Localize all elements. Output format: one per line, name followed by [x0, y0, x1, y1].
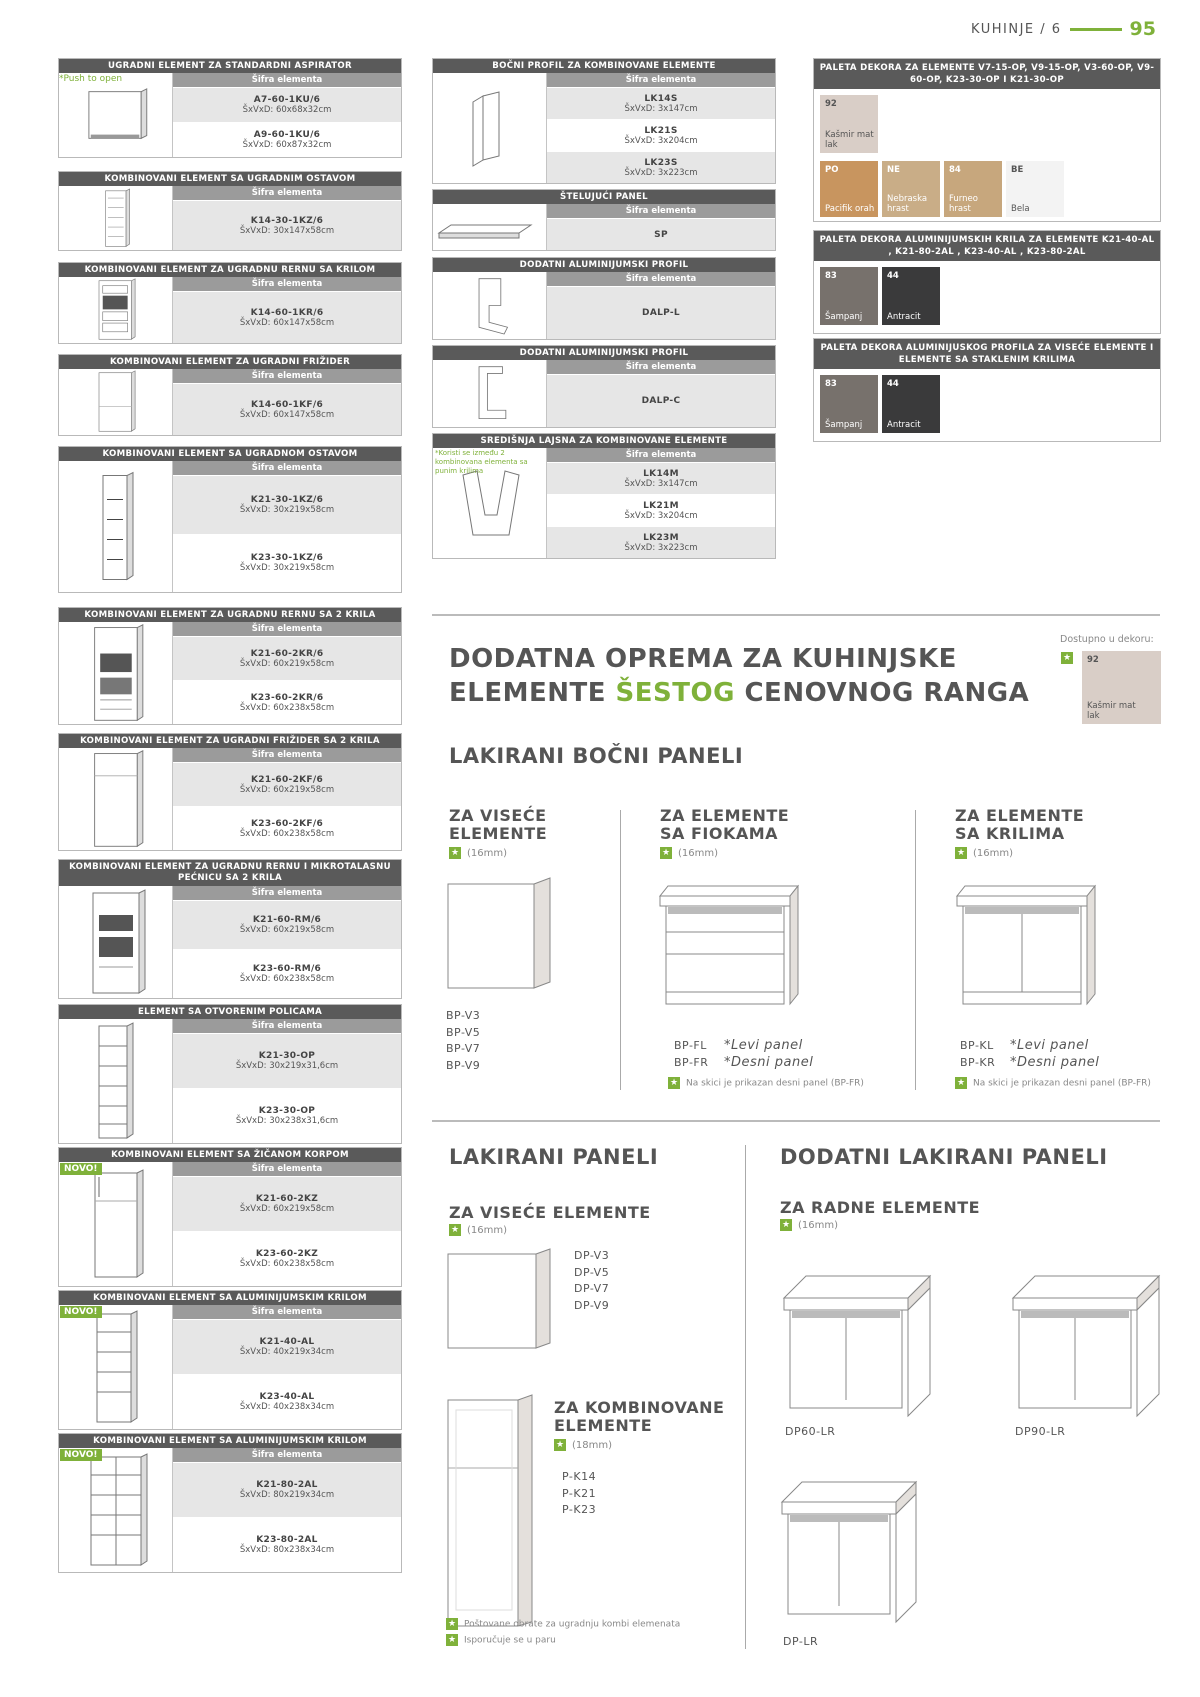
swatch-name: Nebraska hrast	[887, 194, 928, 214]
p2-thickness: ★ (18mm)	[555, 1440, 613, 1451]
code-header: Šifra elementa	[173, 748, 401, 762]
element-dimensions: ŠxVxD: 60x219x58cm	[239, 1204, 335, 1214]
section-label: KUHINJE / 6	[971, 21, 1062, 37]
new-badge: NOVO!	[60, 1306, 102, 1318]
swatch-code: 44	[887, 379, 899, 389]
code-header: Šifra elementa	[173, 1448, 401, 1462]
element-code: K21-60-2KR/6	[250, 648, 324, 659]
element-code: SP	[654, 229, 668, 240]
swatch-code: NE	[887, 165, 900, 175]
code-row	[547, 462, 775, 494]
element-dimensions: ŠxVxD: 60x87x32cm	[242, 140, 332, 150]
paneli-title: LAKIRANI PANELI	[449, 1145, 659, 1169]
palette-title: PALETA DEKORA ALUMINIJUMSKIH KRILA ZA ELEMENTE K21-40-AL , K21-80-2AL , K23-40-AL , K23-80-2AL	[814, 231, 1160, 261]
c3-notes: *Levi panel *Desni panel	[1010, 1038, 1100, 1070]
decor-swatch	[1006, 161, 1064, 217]
available-swatch: 92 Kašmir mat lak	[1082, 651, 1161, 724]
element-box-title: KOMBINOVANI ELEMENT SA ALUMINIJUMSKIM KRILOM	[59, 1291, 401, 1305]
element-box-title: UGRADNI ELEMENT ZA STANDARDNI ASPIRATOR	[59, 59, 401, 73]
code-header: Šifra elementa	[173, 1019, 401, 1033]
p2-codes: P-K14 P-K21 P-K23	[562, 1470, 597, 1516]
worktop-cabinet-drawing	[782, 1272, 932, 1422]
element-code: K23-60-2KZ	[255, 1249, 319, 1259]
code-row	[173, 1088, 401, 1143]
c2-codes: BP-FL BP-FR	[674, 1039, 709, 1069]
palette-title: PALETA DEKORA ALUMINIJUSKOG PROFILA ZA VISEĆE ELEMENTE I ELEMENTE SA STAKLENIM KRILIMA	[814, 339, 1160, 369]
code-row	[173, 87, 401, 122]
dodatni-title: DODATNI LAKIRANI PANELI	[780, 1145, 1108, 1169]
element-drawing	[59, 886, 172, 998]
element-code: K14-60-1KF/6	[250, 399, 324, 410]
code-table	[546, 204, 775, 250]
code-row	[547, 494, 775, 526]
star-icon: ★	[956, 848, 966, 858]
swatch-code: 84	[949, 165, 961, 175]
code-row	[173, 1176, 401, 1231]
element-code: LK14S	[644, 93, 678, 104]
code-header: Šifra elementa	[173, 622, 401, 636]
code-table	[172, 886, 401, 998]
code-row	[547, 119, 775, 151]
element-code: K21-30-1KZ/6	[250, 494, 324, 505]
code-row	[547, 374, 775, 427]
separator	[915, 810, 916, 1090]
code-header: Šifra elementa	[173, 461, 401, 475]
decor-palette	[813, 230, 1161, 334]
element-code: LK23M	[643, 532, 679, 543]
c2-notes: *Levi panel *Desni panel	[724, 1038, 814, 1070]
element-dimensions: ŠxVxD: 30x238x31,6cm	[235, 1116, 339, 1126]
c2-thickness: ★ (16mm)	[661, 848, 719, 859]
swatch-name: Furneo hrast	[949, 194, 978, 214]
element-dimensions: ŠxVxD: 3x147cm	[624, 103, 698, 114]
element-dimensions: ŠxVxD: 60x147x58cm	[239, 317, 335, 328]
element-code: K21-60-2KF/6	[250, 774, 324, 785]
c1-thickness: ★ (16mm)	[450, 848, 508, 859]
element-box-title: KOMBINOVANI ELEMENT ZA UGRADNU RERNU SA KRILOM	[59, 263, 401, 277]
element-code: K23-60-RM/6	[252, 964, 322, 974]
code-row	[173, 1517, 401, 1572]
element-dimensions: ŠxVxD: 60x219x58cm	[239, 784, 335, 795]
divider	[432, 614, 1160, 616]
door-cabinet-drawing	[955, 884, 1101, 1016]
element-dimensions: ŠxVxD: 60x238x58cm	[239, 974, 335, 984]
code-row	[173, 900, 401, 949]
decor-swatch	[820, 267, 878, 325]
star-icon: ★	[450, 1225, 460, 1235]
oprema-title: DODATNA OPREMA ZA KUHINJSKE ELEMENTE ŠESTOG CENOVNOG RANGA	[449, 644, 1030, 708]
new-badge: NOVO!	[60, 1449, 102, 1461]
p1-title: ZA VISEĆE ELEMENTE	[449, 1203, 651, 1222]
element-dimensions: ŠxVxD: 40x219x34cm	[239, 1347, 335, 1357]
element-code: K23-40-AL	[259, 1392, 315, 1402]
code-row	[173, 680, 401, 724]
code-row	[173, 1374, 401, 1429]
element-code: K14-30-1KZ/6	[250, 215, 324, 226]
code-row	[173, 534, 401, 593]
decor-palette	[813, 58, 1161, 222]
wall-panel-drawing	[446, 1248, 556, 1352]
element-code: K21-40-AL	[259, 1337, 315, 1347]
code-row	[547, 286, 775, 339]
footnote-2: ★ Isporučuje se u paru	[447, 1635, 556, 1646]
element-code: K23-30-OP	[258, 1106, 316, 1116]
element-dimensions: ŠxVxD: 30x219x58cm	[239, 563, 335, 574]
element-code: LK14M	[643, 468, 679, 479]
code-row	[173, 383, 401, 435]
element-dimensions: ŠxVxD: 60x238x58cm	[239, 1259, 335, 1269]
page-header	[971, 18, 1156, 40]
element-box-title: DODATNI ALUMINIJUMSKI PROFIL	[433, 346, 775, 360]
divider	[432, 1120, 1160, 1122]
element-box-title: KOMBINOVANI ELEMENT ZA UGRADNI FRIŽIDER SA 2 KRILA	[59, 734, 401, 748]
element-box-title: KOMBINOVANI ELEMENT ZA UGRADNI FRIŽIDER	[59, 355, 401, 369]
page-number: 95	[1129, 18, 1156, 40]
element-dimensions: ŠxVxD: 60x238x58cm	[239, 702, 335, 713]
code-table	[172, 1019, 401, 1143]
element-drawing	[433, 73, 546, 183]
code-row	[173, 806, 401, 850]
element-dimensions: ŠxVxD: 30x219x31,6cm	[235, 1061, 339, 1071]
middle-element-box	[432, 433, 776, 559]
element-box-title: DODATNI ALUMINIJUMSKI PROFIL	[433, 258, 775, 272]
left-element-box	[58, 1004, 402, 1144]
d1-title: ZA RADNE ELEMENTE	[780, 1198, 981, 1217]
element-drawing	[59, 1305, 172, 1429]
code-table	[546, 272, 775, 339]
left-element-box	[58, 262, 402, 344]
code-header: Šifra elementa	[547, 448, 775, 462]
worktop-cabinet-drawing	[780, 1478, 920, 1628]
c2-footnote: ★ Na skici je prikazan desni panel (BP-FR)	[669, 1078, 864, 1089]
swatch-name: Antracit	[887, 420, 921, 430]
element-dimensions: ŠxVxD: 80x238x34cm	[239, 1545, 335, 1555]
code-header: Šifra elementa	[547, 360, 775, 374]
bocni-title: LAKIRANI BOČNI PANELI	[449, 744, 744, 768]
left-element-box	[58, 1290, 402, 1430]
element-drawing	[433, 272, 546, 339]
middle-element-box	[432, 58, 776, 184]
separator	[745, 1145, 746, 1649]
element-code: K23-60-2KR/6	[250, 692, 324, 703]
c1-title: ZA VISEĆE ELEMENTE	[449, 806, 548, 843]
swatch-code: 83	[825, 379, 837, 389]
element-dimensions: ŠxVxD: 60x147x58cm	[239, 409, 335, 420]
swatch-name: Šampanj	[825, 312, 863, 322]
element-box-title: BOČNI PROFIL ZA KOMBINOVANE ELEMENTE	[433, 59, 775, 73]
element-code: K21-80-2AL	[256, 1480, 318, 1490]
star-icon: ★	[781, 1220, 791, 1230]
left-element-box	[58, 733, 402, 851]
c3-codes: BP-KL BP-KR	[960, 1039, 996, 1069]
code-table	[172, 1448, 401, 1572]
element-drawing	[59, 186, 172, 250]
worktop-cabinet-drawing	[1011, 1272, 1161, 1422]
decor-swatch	[944, 161, 1002, 217]
code-row	[173, 949, 401, 998]
decor-swatch	[882, 267, 940, 325]
code-row	[173, 762, 401, 806]
element-drawing	[59, 1448, 172, 1572]
star-icon: ★	[450, 848, 460, 858]
element-dimensions: ŠxVxD: 60x219x58cm	[239, 658, 335, 669]
element-drawing	[59, 369, 172, 435]
decor-swatch	[820, 95, 878, 153]
decor-swatch	[882, 375, 940, 433]
left-element-box	[58, 607, 402, 725]
d-code-3: DP-LR	[783, 1635, 819, 1648]
swatch-name: Šampanj	[825, 420, 863, 430]
code-header: Šifra elementa	[173, 369, 401, 383]
decor-swatch	[882, 161, 940, 217]
star-icon: ★	[447, 1635, 457, 1645]
new-badge: NOVO!	[60, 1163, 102, 1175]
d-code-1: DP60-LR	[785, 1425, 836, 1438]
element-box-title: KOMBINOVANI ELEMENT SA UGRADNOM OSTAVOM	[59, 447, 401, 461]
swatch-code: PO	[825, 165, 839, 175]
decor-palette	[813, 338, 1161, 442]
element-box-title: ŠTELUJUĆI PANEL	[433, 190, 775, 204]
element-dimensions: ŠxVxD: 40x238x34cm	[239, 1402, 335, 1412]
swatch-code: BE	[1011, 165, 1024, 175]
p1-codes: DP-V3 DP-V5 DP-V7 DP-V9	[574, 1249, 610, 1312]
code-table	[172, 1162, 401, 1286]
middle-element-box	[432, 189, 776, 251]
element-code: LK21M	[643, 500, 679, 511]
code-table	[172, 1305, 401, 1429]
element-code: K21-30-OP	[258, 1051, 316, 1061]
swatch-name: Kašmir mat lak	[825, 130, 874, 150]
code-row	[547, 218, 775, 250]
code-row	[173, 200, 401, 250]
swatch-code: 83	[825, 271, 837, 281]
element-drawing	[433, 204, 546, 250]
palette-title: PALETA DEKORA ZA ELEMENTE V7-15-OP, V9-15-OP, V3-60-OP, V9-60-OP, K23-30-OP I K21-30-OP	[814, 59, 1160, 89]
element-code: K21-60-RM/6	[252, 915, 322, 925]
element-dimensions: ŠxVxD: 60x68x32cm	[242, 105, 332, 115]
wall-panel-drawing	[446, 876, 556, 996]
element-drawing	[59, 748, 172, 850]
element-code: LK23S	[644, 157, 678, 168]
header-rule	[1070, 28, 1122, 31]
code-header: Šifra elementa	[173, 277, 401, 291]
element-dimensions: ŠxVxD: 3x147cm	[624, 478, 698, 489]
p1-thickness: ★ (16mm)	[450, 1225, 508, 1236]
element-drawing	[59, 277, 172, 343]
element-box-title: KOMBINOVANI ELEMENT ZA UGRADNU RERNU SA 2 KRILA	[59, 608, 401, 622]
element-box-title: KOMBINOVANI ELEMENT SA UGRADNIM OSTAVOM	[59, 172, 401, 186]
swatch-name: Bela	[1011, 204, 1030, 214]
element-dimensions: ŠxVxD: 30x219x58cm	[239, 504, 335, 515]
code-row	[173, 475, 401, 534]
code-row	[547, 526, 775, 558]
code-header: Šifra elementa	[547, 204, 775, 218]
element-code: DALP-L	[642, 308, 680, 318]
code-table	[546, 360, 775, 427]
left-element-box	[58, 1433, 402, 1573]
element-code: A9-60-1KU/6	[253, 130, 321, 140]
element-code: K21-60-2KZ	[255, 1194, 319, 1204]
left-element-box	[58, 171, 402, 251]
element-drawing	[59, 73, 172, 157]
c2-title: ZA ELEMENTE SA FIOKAMA	[660, 806, 790, 843]
code-row	[173, 1319, 401, 1374]
decor-swatch	[820, 375, 878, 433]
element-dimensions: ŠxVxD: 3x223cm	[624, 167, 698, 178]
code-header: Šifra elementa	[173, 186, 401, 200]
code-row	[173, 122, 401, 157]
code-table	[172, 277, 401, 343]
star-icon: ★	[956, 1078, 966, 1088]
element-code: K23-30-1KZ/6	[250, 553, 324, 564]
swatch-code: 44	[887, 271, 899, 281]
element-dimensions: ŠxVxD: 60x238x58cm	[239, 828, 335, 839]
code-row	[173, 636, 401, 680]
decor-swatch	[820, 161, 878, 217]
element-box-title: KOMBINOVANI ELEMENT SA ALUMINIJUMSKIM KRILOM	[59, 1434, 401, 1448]
c3-thickness: ★ (16mm)	[956, 848, 1014, 859]
c3-footnote: ★ Na skici je prikazan desni panel (BP-FR)	[956, 1078, 1151, 1089]
push-to-open-note: *Push to open	[59, 74, 123, 84]
swatch-name: Pacifik orah	[825, 204, 875, 214]
code-row	[173, 291, 401, 343]
code-table	[172, 73, 401, 157]
element-code: DALP-C	[641, 396, 681, 406]
element-dimensions: ŠxVxD: 60x219x58cm	[239, 925, 335, 935]
element-dimensions: ŠxVxD: 30x147x58cm	[239, 225, 335, 236]
code-table	[172, 369, 401, 435]
element-dimensions: ŠxVxD: 80x219x34cm	[239, 1490, 335, 1500]
element-dimensions: ŠxVxD: 3x204cm	[624, 510, 698, 521]
available-label: Dostupno u dekoru:	[1060, 634, 1154, 645]
element-drawing	[433, 360, 546, 427]
drawer-cabinet-drawing	[658, 884, 804, 1016]
element-code: K23-80-2AL	[256, 1535, 318, 1545]
code-row	[173, 1231, 401, 1286]
code-row	[173, 1462, 401, 1517]
element-dimensions: ŠxVxD: 3x223cm	[624, 542, 698, 553]
element-box-title: ELEMENT SA OTVORENIM POLICAMA	[59, 1005, 401, 1019]
left-element-box	[58, 354, 402, 436]
left-element-box	[58, 58, 402, 158]
swatch-name: Antracit	[887, 312, 921, 322]
code-header: Šifra elementa	[173, 73, 401, 87]
element-code: LK21S	[644, 125, 678, 136]
d-code-2: DP90-LR	[1015, 1425, 1066, 1438]
element-code: K23-60-2KF/6	[250, 818, 324, 829]
left-element-box	[58, 859, 402, 999]
code-row	[547, 87, 775, 119]
element-dimensions: ŠxVxD: 3x204cm	[624, 135, 698, 146]
code-row	[173, 1033, 401, 1088]
code-header: Šifra elementa	[547, 272, 775, 286]
code-table	[172, 622, 401, 724]
middle-element-box	[432, 257, 776, 340]
c3-title: ZA ELEMENTE SA KRILIMA	[955, 806, 1085, 843]
star-icon: ★	[669, 1078, 679, 1088]
c1-codes: BP-V3 BP-V5 BP-V7 BP-V9	[446, 1009, 481, 1072]
separator	[620, 810, 621, 1090]
element-note: *Koristi se između 2 kombinovana elementa sa punim krilima	[435, 449, 528, 475]
code-table	[546, 73, 775, 183]
left-element-box	[58, 1147, 402, 1287]
code-row	[547, 151, 775, 183]
star-icon: ★	[1062, 653, 1072, 663]
code-table	[172, 461, 401, 592]
element-box-title: KOMBINOVANI ELEMENT ZA UGRADNU RERNU I MIKROTALASNU PEĆNICU SA 2 KRILA	[59, 860, 401, 886]
middle-element-box	[432, 345, 776, 428]
element-drawing	[59, 461, 172, 592]
star-icon: ★	[447, 1619, 457, 1629]
element-drawing	[59, 622, 172, 724]
element-box-title: SREDIŠNJA LAJSNA ZA KOMBINOVANE ELEMENTE	[433, 434, 775, 448]
element-code: K14-60-1KR/6	[250, 307, 324, 318]
element-drawing	[59, 1019, 172, 1143]
tall-panel-drawing	[446, 1394, 536, 1630]
p2-title: ZA KOMBINOVANE ELEMENTE	[554, 1398, 725, 1435]
left-element-box	[58, 446, 402, 593]
d1-thickness: ★ (16mm)	[781, 1220, 839, 1231]
code-table	[172, 186, 401, 250]
code-header: Šifra elementa	[173, 1162, 401, 1176]
code-header: Šifra elementa	[173, 886, 401, 900]
code-table	[172, 748, 401, 850]
code-header: Šifra elementa	[547, 73, 775, 87]
element-box-title: KOMBINOVANI ELEMENT SA ŽIČANOM KORPOM	[59, 1148, 401, 1162]
star-icon: ★	[661, 848, 671, 858]
swatch-code: 92	[825, 99, 837, 109]
code-header: Šifra elementa	[173, 1305, 401, 1319]
footnote-1: ★ Poštovane obrate za ugradnju kombi elemenata	[447, 1619, 681, 1630]
star-icon: ★	[555, 1440, 565, 1450]
code-table	[546, 448, 775, 558]
element-drawing	[59, 1162, 172, 1286]
element-code: A7-60-1KU/6	[253, 95, 321, 105]
